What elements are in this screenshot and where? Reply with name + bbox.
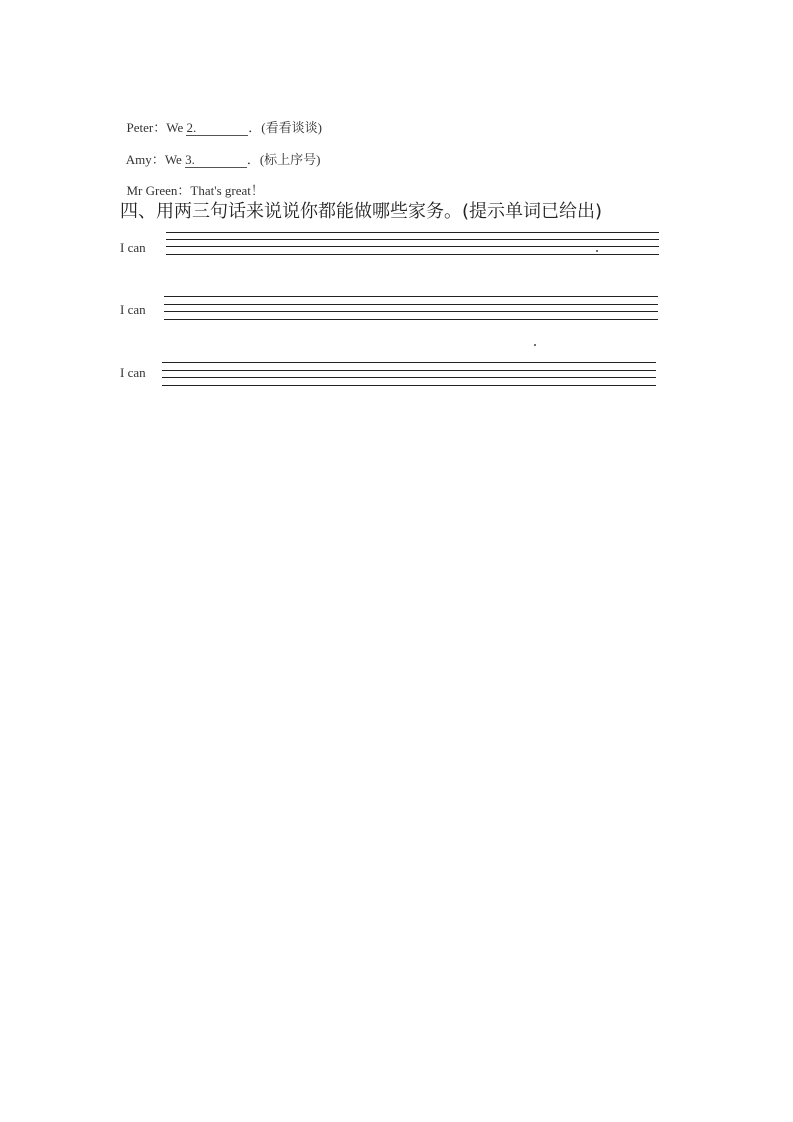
writing-row-3: [120, 361, 665, 387]
blank-fill: ________: [194, 152, 247, 167]
staff-line: [164, 296, 658, 297]
writing-lines[interactable]: [162, 362, 656, 386]
writing-lines[interactable]: [164, 296, 658, 320]
dialogue-line-amy: [120, 136, 321, 168]
period-mark: [534, 344, 536, 346]
sentence-suffix: ．: [248, 120, 262, 135]
answer-blank-2[interactable]: [186, 121, 248, 136]
blank-number: 2.: [186, 120, 197, 135]
staff-line: [166, 232, 659, 233]
speaker-name: Mr Green：: [126, 183, 191, 198]
dialogue-line-peter: [120, 104, 322, 136]
writing-row-2: [120, 296, 665, 322]
staff-line: [162, 385, 656, 386]
staff-line: [166, 246, 659, 247]
staff-line: [166, 239, 659, 240]
staff-line: [162, 370, 656, 371]
staff-line: [162, 362, 656, 363]
period-mark: [596, 250, 598, 252]
staff-line: [166, 254, 659, 255]
answer-blank-3[interactable]: [185, 153, 247, 168]
staff-line: [164, 319, 658, 320]
staff-line: [162, 377, 656, 378]
section-heading: 四、用两三句话来说说你都能做哪些家务。(提示单词已给出): [120, 201, 603, 222]
dialogue-text: That's great！: [190, 183, 264, 198]
row-label: I can: [120, 302, 146, 317]
row-label: I can: [120, 365, 146, 380]
hint-text: (标上序号): [259, 152, 321, 167]
sentence-prefix: We: [164, 152, 186, 167]
writing-row-1: [120, 232, 665, 258]
hint-text: (看看谈谈): [261, 120, 322, 135]
sentence-suffix: ．: [246, 152, 260, 167]
staff-line: [164, 304, 658, 305]
sentence-prefix: We: [166, 120, 187, 135]
row-label: I can: [120, 240, 146, 255]
speaker-name: Peter：: [126, 120, 167, 135]
blank-fill: ________: [196, 120, 249, 135]
dialogue-line-mr-green: [120, 167, 264, 199]
writing-lines[interactable]: [166, 232, 659, 256]
speaker-name: Amy：: [125, 152, 165, 167]
staff-line: [164, 311, 658, 312]
blank-number: 3.: [185, 152, 195, 167]
